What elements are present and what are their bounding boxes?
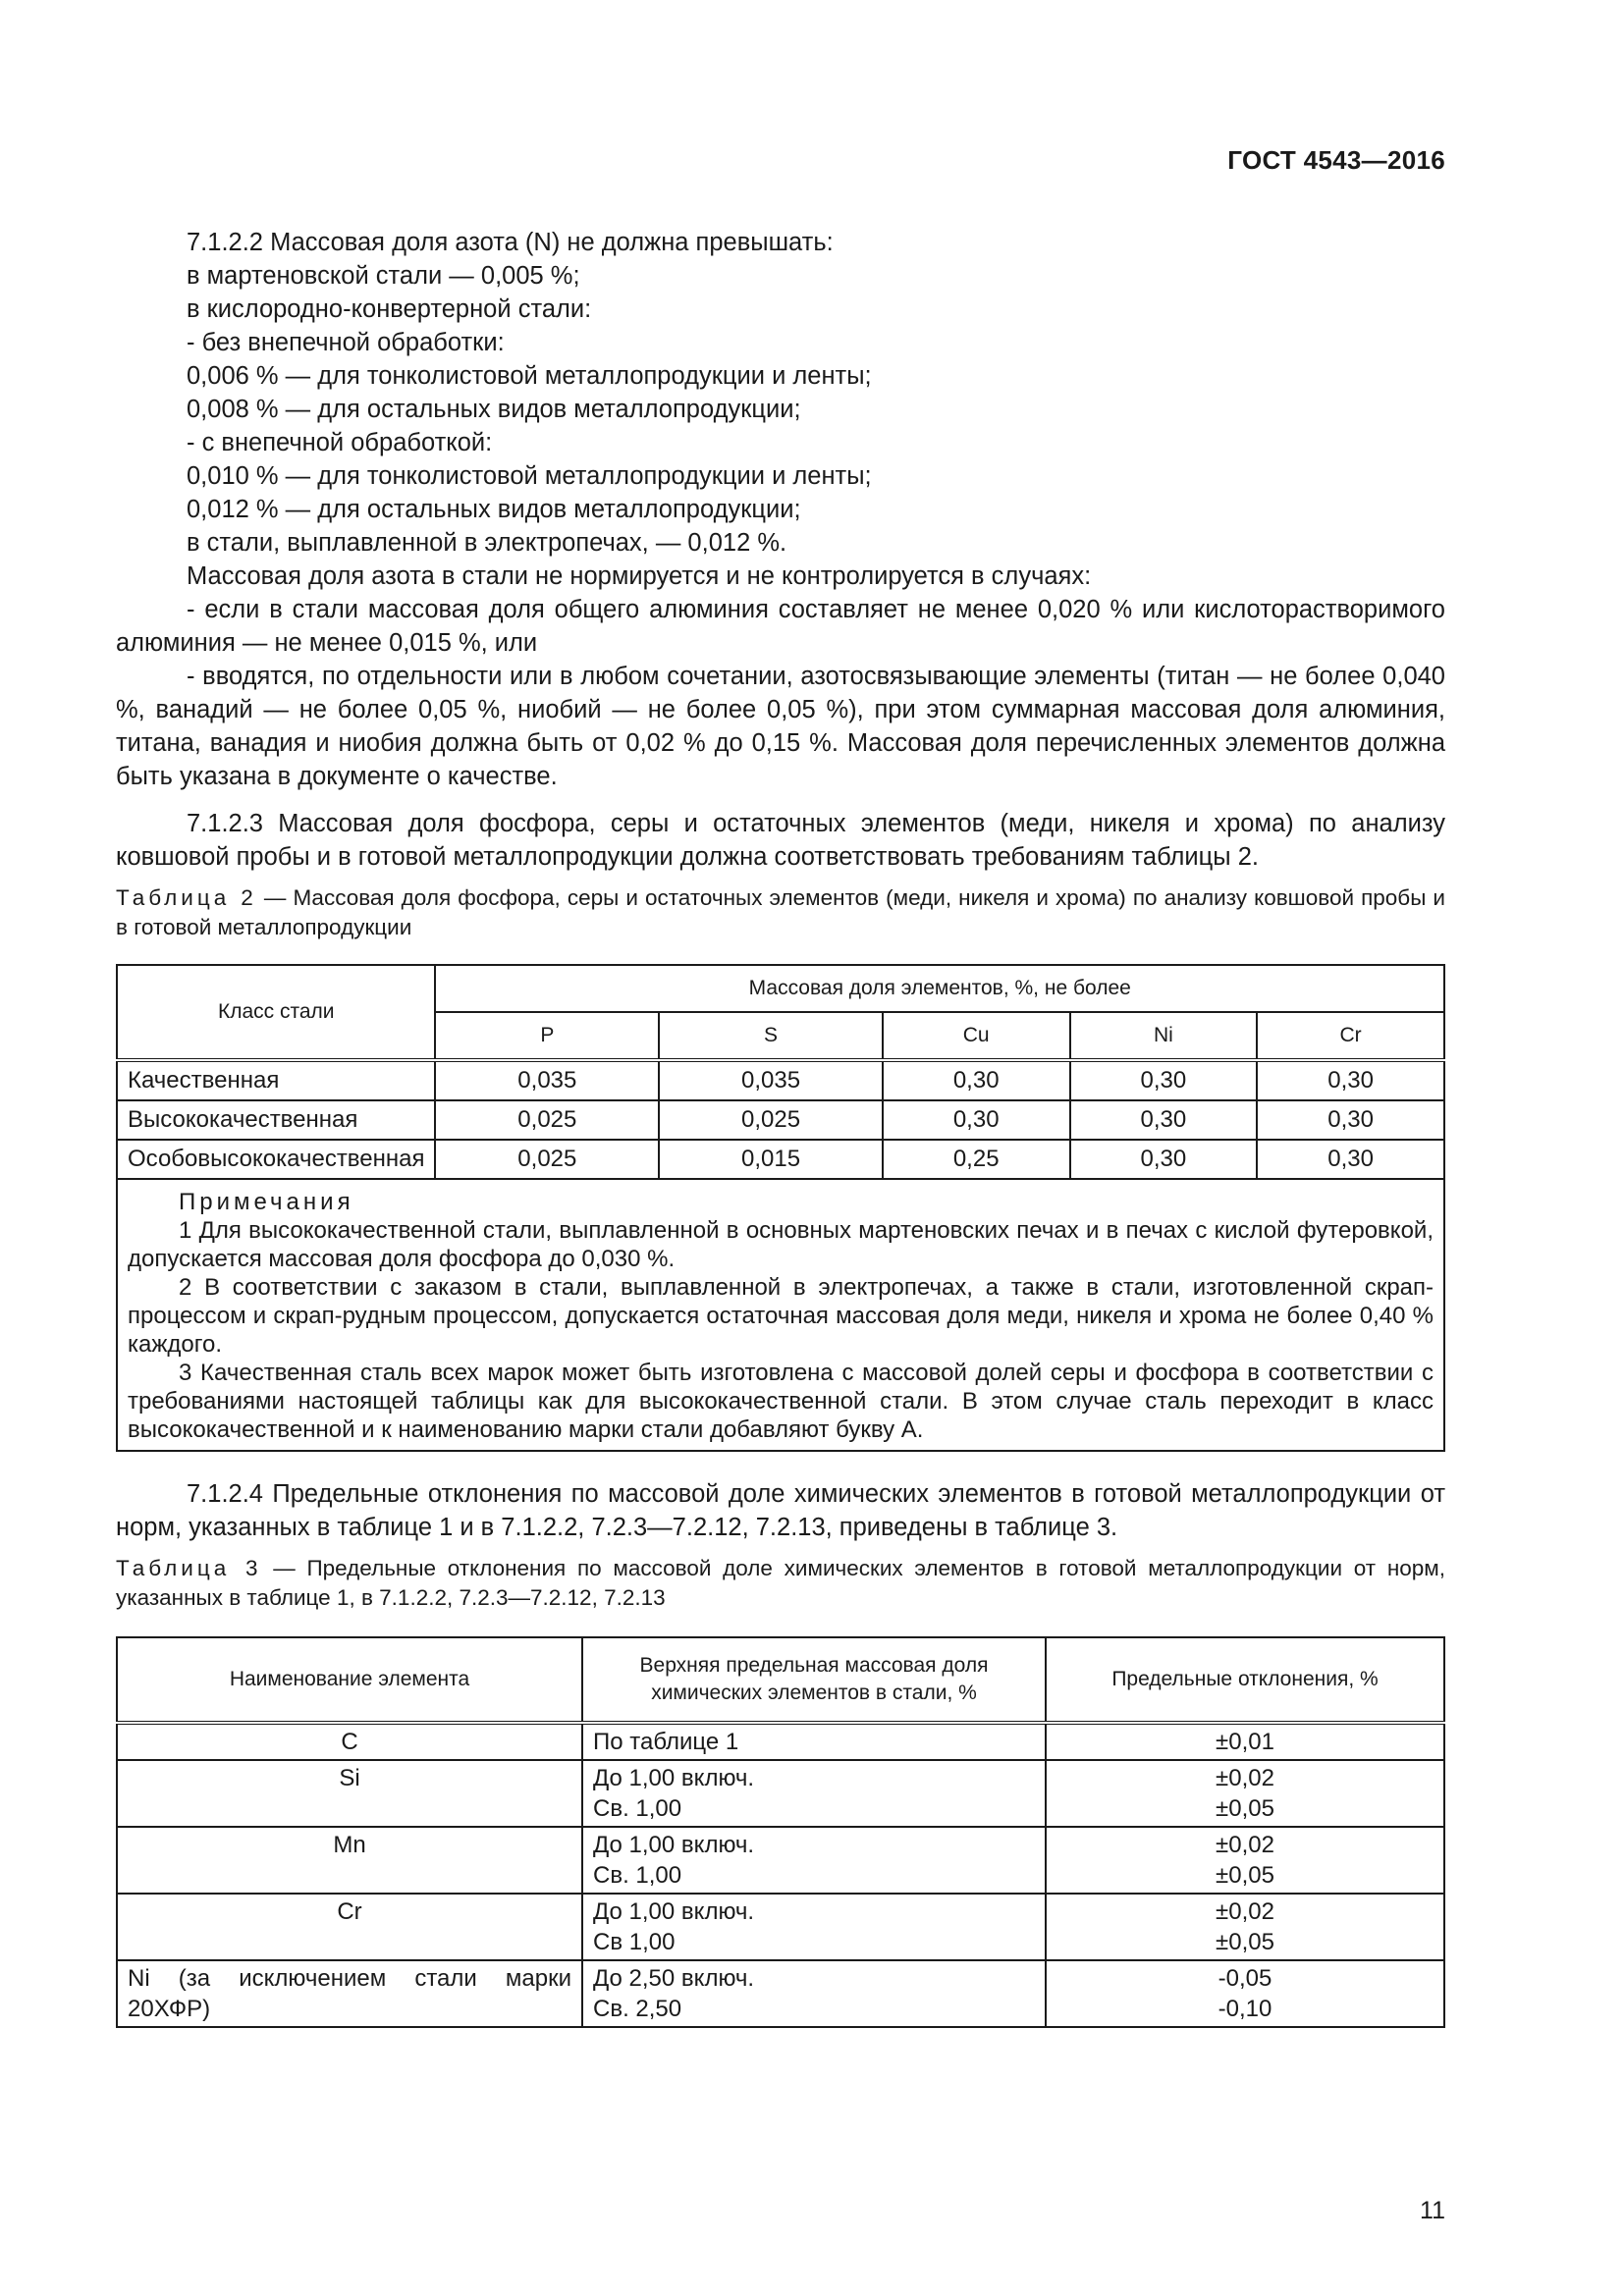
nitrogen-exception-1: - если в стали массовая доля общего алюминия составляет не менее 0,020 % или кислоторастворимого алюминия — не менее 0,015 %, или — [116, 596, 1445, 657]
table-cell: 0,30 — [1257, 1100, 1444, 1140]
table-row — [117, 1100, 1444, 1140]
table-2-column-header: Cu — [883, 1012, 1070, 1060]
table-cell: 0,025 — [659, 1100, 883, 1140]
table-row — [117, 1960, 1444, 2027]
deviation-line: ±0,05 — [1216, 1862, 1274, 1889]
table-cell: 0,025 — [435, 1100, 659, 1140]
limit-line: Св. 1,00 — [593, 1795, 682, 1822]
table-cell — [1046, 1827, 1444, 1894]
table-2-caption-text: — Массовая доля фосфора, серы и остаточных элементов (меди, никеля и хрома) по анализу ковшовой пробы и в готовой металлопродукции — [116, 885, 1445, 939]
table-cell: 0,30 — [883, 1060, 1070, 1100]
table-3-label: Таблица 3 — [116, 1556, 262, 1580]
table-row — [117, 1140, 1444, 1179]
table-cell — [1046, 1894, 1444, 1960]
section-7-1-2-2-title: 7.1.2.2 Массовая доля азота (N) не должна превышать: — [187, 229, 834, 256]
table-2-column-header: S — [659, 1012, 883, 1060]
document-body — [116, 226, 1445, 2028]
table-3-caption-text: — Предельные отклонения по массовой доле химических элементов в готовой металлопродукции от норм, указанных в таблице 1, в 7.1.2.2, 7.2.3—7.2.12, 7.2.13 — [116, 1556, 1445, 1610]
table-row — [117, 1723, 1444, 1760]
table-cell — [582, 1723, 1046, 1760]
table-2-column-header: Cr — [1257, 1012, 1444, 1060]
section-7-1-2-4: 7.1.2.4 Предельные отклонения по массовой доле химических элементов в готовой металлопродукции от норм, указанных в таблице 1 и в 7.1.2.2, 7.2.3—7.2.12, 7.2.13, приведены в таблице 3. — [116, 1480, 1445, 1541]
nitrogen-line: в кислородно-конвертерной стали: — [187, 295, 592, 323]
table-2-notes-row — [117, 1179, 1444, 1451]
table-3-caption — [116, 1554, 1445, 1613]
limit-line: До 1,00 включ. — [593, 1898, 755, 1925]
table-row — [117, 1760, 1444, 1827]
table-row — [117, 1060, 1444, 1100]
limit-line: Св. 1,00 — [593, 1862, 682, 1889]
deviation-line: ±0,02 — [1216, 1832, 1274, 1858]
table-row — [117, 1894, 1444, 1960]
deviation-line: ±0,05 — [1216, 1795, 1274, 1822]
nitrogen-exception-2: - вводятся, по отдельности или в любом сочетании, азотосвязывающие элементы (титан — не более 0,040 %, ванадий — не более 0,05 %, ниобий — не более 0,05 %), при этом суммарная массовая доля алюминия, титана, ванадия и ниобия должна быть от 0,02 % до 0,15 %. Массовая доля перечисленных элементов должна быть указана в документе о качестве. — [116, 663, 1445, 790]
nitrogen-line: - с внепечной обработкой: — [187, 429, 493, 456]
table-cell: 0,015 — [659, 1140, 883, 1179]
limit-line: До 1,00 включ. — [593, 1832, 755, 1858]
deviation-line: ±0,02 — [1216, 1765, 1274, 1791]
table-cell: C — [117, 1723, 582, 1760]
table-2 — [116, 964, 1445, 1452]
table-2-notes — [117, 1179, 1444, 1451]
table-3 — [116, 1636, 1445, 2028]
deviation-line: ±0,02 — [1216, 1898, 1274, 1925]
table-3-header: Верхняя предельная массовая доля химических элементов в стали, % — [582, 1637, 1046, 1723]
table-cell — [582, 1827, 1046, 1894]
deviation-line: -0,10 — [1218, 1996, 1272, 2022]
table-row — [117, 1827, 1444, 1894]
table-cell: 0,30 — [1257, 1140, 1444, 1179]
nitrogen-line: Массовая доля азота в стали не нормируется и не контролируется в случаях: — [187, 562, 1092, 590]
nitrogen-line: в мартеновской стали — 0,005 %; — [187, 262, 580, 290]
deviation-line: ±0,01 — [1216, 1729, 1274, 1755]
table-2-caption — [116, 883, 1445, 942]
table-2-column-header: P — [435, 1012, 659, 1060]
note-item: 2 В соответствии с заказом в стали, выплавленной в электропечах, а также в стали, изготовленной скрап-процессом и скрап-рудным процессом, допускается остаточная массовая доля меди, никеля и хрома не более 0,40 % каждого. — [128, 1274, 1434, 1358]
table-cell: Si — [117, 1760, 582, 1827]
page-number: 11 — [1420, 2197, 1445, 2224]
notes-title: Примечания — [179, 1189, 354, 1215]
limit-line: До 1,00 включ. — [593, 1765, 755, 1791]
table-cell — [1046, 1960, 1444, 2027]
limit-line: По таблице 1 — [593, 1729, 739, 1755]
section-7-1-2-3: 7.1.2.3 Массовая доля фосфора, серы и остаточных элементов (меди, никеля и хрома) по анализу ковшовой пробы и в готовой металлопродукции должна соответствовать требованиям таблицы 2. — [116, 810, 1445, 871]
table-cell: Высококачественная — [117, 1100, 435, 1140]
table-cell: 0,035 — [435, 1060, 659, 1100]
table-cell: 0,035 — [659, 1060, 883, 1100]
table-cell: 0,30 — [883, 1100, 1070, 1140]
nitrogen-line: 0,008 % — для остальных видов металлопродукции; — [187, 396, 801, 423]
table-cell: Ni (за исключением стали марки 20ХФР) — [117, 1960, 582, 2027]
table-2-header-group: Массовая доля элементов, %, не более — [435, 965, 1444, 1012]
table-cell: Mn — [117, 1827, 582, 1894]
table-cell: 0,025 — [435, 1140, 659, 1179]
table-2-label: Таблица 2 — [116, 885, 257, 910]
table-2-column-header: Ni — [1070, 1012, 1258, 1060]
table-cell — [582, 1960, 1046, 2027]
table-cell: 0,25 — [883, 1140, 1070, 1179]
table-3-header: Предельные отклонения, % — [1046, 1637, 1444, 1723]
table-cell — [1046, 1760, 1444, 1827]
table-cell: 0,30 — [1070, 1100, 1258, 1140]
limit-line: Св 1,00 — [593, 1929, 676, 1955]
table-cell: Cr — [117, 1894, 582, 1960]
table-cell: 0,30 — [1257, 1060, 1444, 1100]
note-item: 1 Для высококачественной стали, выплавленной в основных мартеновских печах и в печах с кислой футеровкой, допускается массовая доля фосфора до 0,030 %. — [128, 1217, 1434, 1272]
table-cell — [582, 1760, 1046, 1827]
note-item: 3 Качественная сталь всех марок может быть изготовлена с массовой долей серы и фосфора в соответствии с требованиями настоящей таблицы как для высококачественной стали. В этом случае сталь переходит в класс высококачественной и к наименованию марки стали добавляют букву А. — [128, 1360, 1434, 1443]
table-cell: Качественная — [117, 1060, 435, 1100]
deviation-line: -0,05 — [1218, 1965, 1272, 1992]
nitrogen-line: в стали, выплавленной в электропечах, — 0,012 %. — [187, 529, 787, 557]
document-code: ГОСТ 4543—2016 — [1227, 145, 1445, 175]
nitrogen-line: 0,006 % — для тонколистовой металлопродукции и ленты; — [187, 362, 872, 390]
nitrogen-line: - без внепечной обработки: — [187, 329, 505, 356]
table-cell — [582, 1894, 1046, 1960]
table-2-header-class: Класс стали — [117, 965, 435, 1060]
deviation-line: ±0,05 — [1216, 1929, 1274, 1955]
table-3-header: Наименование элемента — [117, 1637, 582, 1723]
nitrogen-line: 0,012 % — для остальных видов металлопродукции; — [187, 496, 801, 523]
limit-line: До 2,50 включ. — [593, 1965, 755, 1992]
table-cell: 0,30 — [1070, 1060, 1258, 1100]
table-cell — [1046, 1723, 1444, 1760]
table-cell: 0,30 — [1070, 1140, 1258, 1179]
table-cell: Особовысококачественная — [117, 1140, 435, 1179]
limit-line: Св. 2,50 — [593, 1996, 682, 2022]
nitrogen-line: 0,010 % — для тонколистовой металлопродукции и ленты; — [187, 462, 872, 490]
